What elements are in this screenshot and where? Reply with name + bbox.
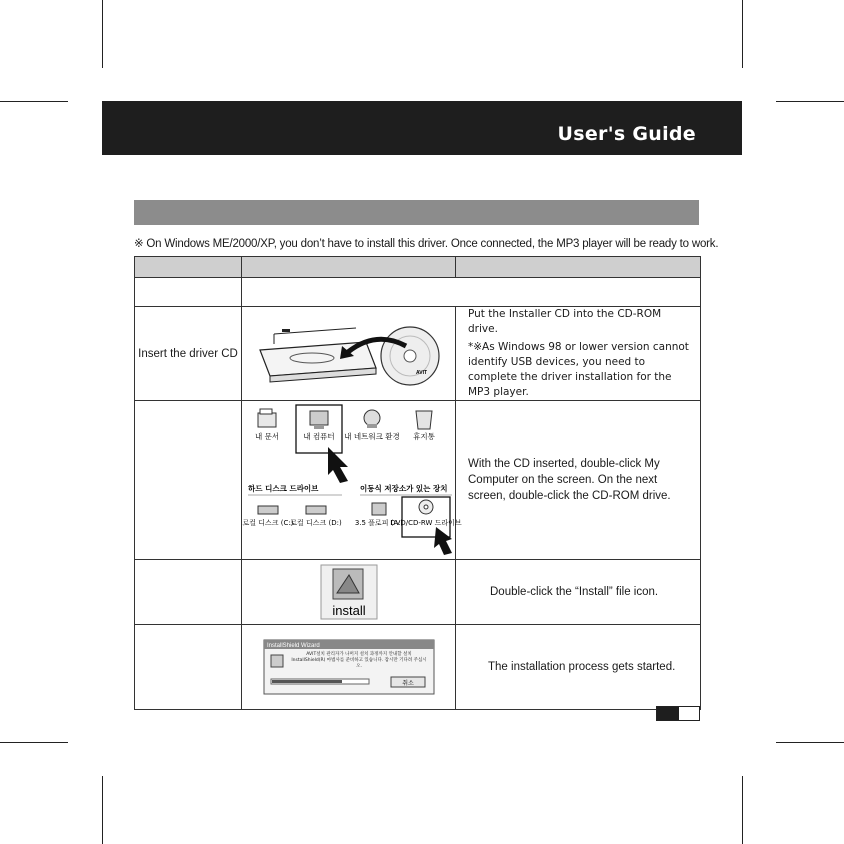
- table-row: [135, 560, 701, 625]
- svg-text:이동식 저장소가 있는 장치: 이동식 저장소가 있는 장치: [359, 484, 448, 493]
- step-note-text: *※As Windows 98 or lower version cannot identify USB devices, you need to complete the driver installation for the MP3 player.: [468, 341, 689, 398]
- installshield-wizard-screenshot: InstallShield Wizard AVIT설치 관리자가 나머지 설치 과정까지 안내할 설치 InstallShield(R) 마법사를 준비하고 있습니다. 잠시만 기다려 주십시오. 취소: [263, 639, 435, 695]
- header-band: [102, 101, 742, 155]
- step-illustration: [242, 560, 456, 625]
- step-description: [456, 401, 701, 560]
- svg-text:3.5 플로피 (A:): 3.5 플로피 (A:): [354, 519, 403, 527]
- svg-text:내 네트워크 환경: 내 네트워크 환경: [343, 432, 400, 441]
- crop-mark: [742, 0, 743, 68]
- crop-mark: [0, 101, 68, 102]
- step-label: [135, 560, 242, 625]
- install-file-icon: [319, 563, 379, 621]
- recycle-bin-icon: [416, 411, 432, 429]
- svg-text:로컬 디스크 (C:): 로컬 디스크 (C:): [242, 519, 293, 527]
- svg-text:로컬 디스크 (D:): 로컬 디스크 (D:): [289, 519, 342, 527]
- step-illustration: [242, 625, 456, 710]
- install-steps-table: [134, 256, 701, 710]
- compatibility-note: ※ On Windows ME/2000/XP, you don’t have to install this driver. Once connected, the MP3 player will be ready to work.: [134, 238, 719, 250]
- cd-brand-label: AVIT: [415, 369, 427, 376]
- svg-text:휴지통: 휴지통: [412, 432, 435, 441]
- hard-disk-icon: [306, 506, 326, 514]
- header-cell: [135, 257, 242, 278]
- svg-text:하드 디스크 드라이브: 하드 디스크 드라이브: [247, 484, 318, 493]
- table-row: [135, 625, 701, 710]
- svg-text:install: install: [331, 603, 366, 618]
- step-description: [456, 625, 701, 710]
- step-text: With the CD inserted, double-click My Computer on the screen. On the next screen, double-click the CD-ROM drive.: [468, 458, 671, 502]
- folder-icon: [258, 409, 276, 427]
- page-title: User's Guide: [557, 123, 696, 145]
- floppy-drive-icon: [372, 503, 386, 515]
- network-icon: [364, 410, 380, 428]
- table-row: [135, 307, 701, 401]
- crop-mark: [776, 742, 844, 743]
- svg-text:DVD/CD-RW 드라이브: DVD/CD-RW 드라이브: [389, 519, 462, 527]
- step-label: Insert the driver CD: [135, 307, 242, 401]
- step-illustration: [242, 401, 462, 560]
- step-text: Double-click the “Install” file icon.: [490, 586, 659, 598]
- cursor-arrow-icon: [434, 527, 452, 555]
- crop-mark: [776, 101, 844, 102]
- crop-mark: [102, 776, 103, 844]
- computer-icon: [310, 411, 328, 429]
- step-illustration: [242, 307, 456, 401]
- crop-mark: [102, 0, 103, 68]
- step-text: The installation process gets started.: [488, 661, 676, 673]
- installer-icon: [271, 655, 283, 667]
- step-description: [456, 560, 701, 625]
- step-label: [135, 401, 242, 560]
- table-row: [135, 401, 701, 560]
- header-cell: [242, 257, 456, 278]
- header-cell: [456, 257, 701, 278]
- table-cell: [242, 278, 701, 307]
- svg-text:InstallShield Wizard: InstallShield Wizard: [266, 643, 320, 649]
- page-number-box: [656, 706, 700, 721]
- step-description: [456, 307, 701, 401]
- step-label: [135, 625, 242, 710]
- step-main-text: Put the Installer CD into the CD-ROM drive.: [468, 308, 662, 335]
- my-computer-screenshot: [242, 403, 462, 557]
- table-cell: [135, 278, 242, 307]
- hard-disk-icon: [258, 506, 278, 514]
- progress-fill: [272, 680, 342, 683]
- table-header-row: [135, 257, 701, 278]
- cd-drive-illustration: [256, 322, 442, 386]
- crop-mark: [742, 776, 743, 844]
- crop-mark: [0, 742, 68, 743]
- svg-text:내 문서: 내 문서: [254, 432, 279, 441]
- svg-text:내 컴퓨터: 내 컴퓨터: [302, 432, 335, 441]
- svg-text:취소: 취소: [401, 680, 414, 687]
- table-row: [135, 278, 701, 307]
- section-title-bar: [134, 200, 699, 225]
